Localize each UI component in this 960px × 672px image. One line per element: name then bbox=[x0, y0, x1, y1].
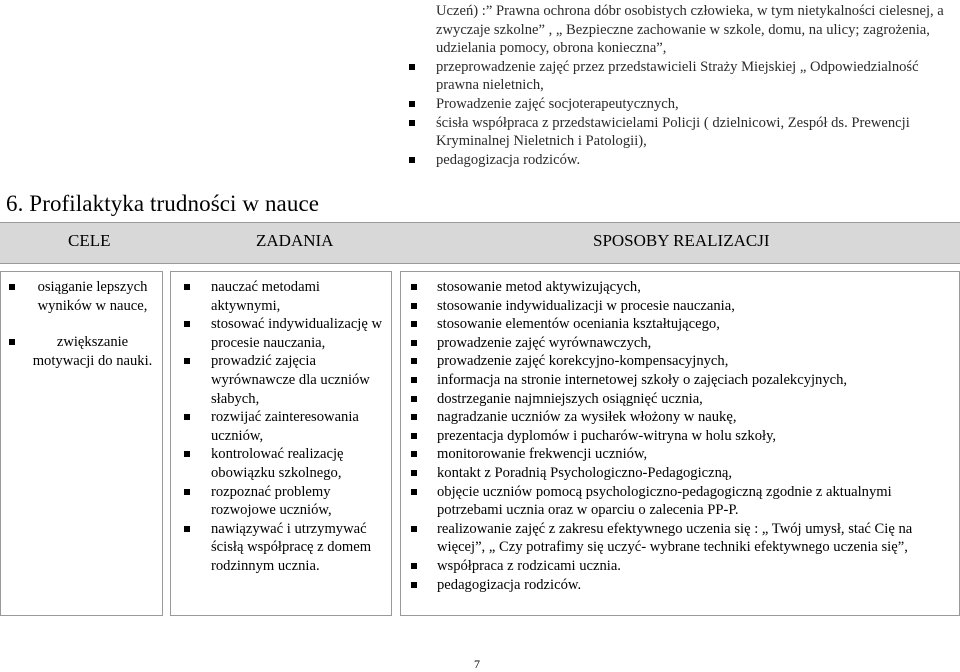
square-bullet-icon bbox=[411, 303, 417, 309]
list-item: Prowadzenie zajęć socjoterapeutycznych, bbox=[400, 95, 956, 114]
list-item: monitorowanie frekwencji uczniów, bbox=[437, 445, 951, 464]
list-item: nagradzanie uczniów za wysiłek włożony w naukę, bbox=[437, 408, 951, 427]
square-bullet-icon bbox=[411, 433, 417, 439]
square-bullet-icon bbox=[411, 377, 417, 383]
square-bullet-icon bbox=[184, 451, 190, 457]
list-item: stosować indywidualizację w procesie nauczania, bbox=[211, 315, 385, 352]
square-bullet-icon bbox=[411, 582, 417, 588]
square-bullet-icon bbox=[409, 64, 415, 70]
cele-list bbox=[1, 272, 162, 370]
column-header-zadania: ZADANIA bbox=[256, 231, 334, 250]
square-bullet-icon bbox=[411, 526, 417, 532]
list-item: rozwijać zainteresowania uczniów, bbox=[211, 408, 385, 445]
square-bullet-icon bbox=[184, 358, 190, 364]
zadania-list bbox=[171, 272, 391, 576]
list-item: przeprowadzenie zajęć przez przedstawicieli Straży Miejskiej „ Odpowiedzialność prawna nieletnich, bbox=[400, 58, 956, 95]
column-header-cele: CELE bbox=[68, 231, 111, 250]
list-item: nawiązywać i utrzymywać ścisłą współpracę z domem rodzinnym ucznia. bbox=[211, 520, 385, 576]
square-bullet-icon bbox=[411, 489, 417, 495]
square-bullet-icon bbox=[411, 563, 417, 569]
list-item: kontrolować realizację obowiązku szkolnego, bbox=[211, 445, 385, 482]
list-item: pedagogizacja rodziców. bbox=[437, 576, 951, 595]
cele-column bbox=[0, 271, 163, 616]
square-bullet-icon bbox=[9, 284, 15, 290]
list-item: prowadzenie zajęć wyrównawczych, bbox=[437, 334, 951, 353]
square-bullet-icon bbox=[184, 526, 190, 532]
list-item: prowadzić zajęcia wyrównawcze dla uczniów słabych, bbox=[211, 352, 385, 408]
table-header-row bbox=[0, 222, 960, 264]
sposoby-list bbox=[401, 272, 959, 594]
sposoby-realizacji-column bbox=[400, 271, 960, 616]
square-bullet-icon bbox=[184, 321, 190, 327]
page-number: 7 bbox=[474, 657, 480, 671]
square-bullet-icon bbox=[411, 396, 417, 402]
list-item: stosowanie indywidualizacji w procesie nauczania, bbox=[437, 297, 951, 316]
square-bullet-icon bbox=[411, 414, 417, 420]
continuation-text: Uczeń) :” Prawna ochrona dóbr osobistych człowieka, w tym nietykalności cielesnej, a zwyczaje szkolne” , „ Bezpieczne zachowanie w szkole, domu, na ulicy; zagrożenia, udzielania pomocy, obrona konieczna”, bbox=[436, 3, 944, 57]
list-item: nauczać metodami aktywnymi, bbox=[211, 278, 385, 315]
list-item: ścisła współpraca z przedstawicielami Policji ( dzielnicowi, Zespół ds. Prewencji Kryminalnej Nieletnich i Patologii), bbox=[400, 114, 956, 151]
zadania-column bbox=[170, 271, 392, 616]
square-bullet-icon bbox=[411, 470, 417, 476]
square-bullet-icon bbox=[411, 284, 417, 290]
list-item: prowadzenie zajęć korekcyjno-kompensacyjnych, bbox=[437, 352, 951, 371]
square-bullet-icon bbox=[184, 284, 190, 290]
square-bullet-icon bbox=[411, 340, 417, 346]
continuation-bullet-list bbox=[400, 58, 956, 170]
square-bullet-icon bbox=[184, 489, 190, 495]
list-item: współpraca z rodzicami ucznia. bbox=[437, 557, 951, 576]
square-bullet-icon bbox=[409, 157, 415, 163]
list-item: osiąganie lepszych wyników w nauce, bbox=[29, 278, 156, 315]
square-bullet-icon bbox=[409, 120, 415, 126]
square-bullet-icon bbox=[409, 101, 415, 107]
square-bullet-icon bbox=[411, 451, 417, 457]
list-item: dostrzeganie najmniejszych osiągnięć ucznia, bbox=[437, 390, 951, 409]
square-bullet-icon bbox=[411, 321, 417, 327]
list-item: objęcie uczniów pomocą psychologiczno-pedagogiczną zgodnie z aktualnymi potrzebami ucznia oraz w oparciu o zalecenia PP-P. bbox=[437, 483, 951, 520]
top-continuation-block bbox=[400, 2, 956, 169]
list-item: prezentacja dyplomów i pucharów-witryna w holu szkoły, bbox=[437, 427, 951, 446]
list-item: zwiększanie motywacji do nauki. bbox=[29, 333, 156, 370]
list-item: realizowanie zajęć z zakresu efektywnego uczenia się : „ Twój umysł, stać Cię na więcej”, „ Czy potrafimy się uczyć- wybrane techniki efektywnego uczenia się”, bbox=[437, 520, 951, 557]
square-bullet-icon bbox=[411, 358, 417, 364]
list-item: pedagogizacja rodziców. bbox=[400, 151, 956, 170]
list-item: informacja na stronie internetowej szkoły o zajęciach pozalekcyjnych, bbox=[437, 371, 951, 390]
list-item: rozpoznać problemy rozwojowe uczniów, bbox=[211, 483, 385, 520]
column-header-sposoby: SPOSOBY REALIZACJI bbox=[593, 231, 770, 250]
list-item: kontakt z Poradnią Psychologiczno-Pedagogiczną, bbox=[437, 464, 951, 483]
square-bullet-icon bbox=[9, 339, 15, 345]
list-item: stosowanie metod aktywizujących, bbox=[437, 278, 951, 297]
section-heading: 6. Profilaktyka trudności w nauce bbox=[6, 191, 320, 216]
list-item: stosowanie elementów oceniania kształtującego, bbox=[437, 315, 951, 334]
square-bullet-icon bbox=[184, 414, 190, 420]
